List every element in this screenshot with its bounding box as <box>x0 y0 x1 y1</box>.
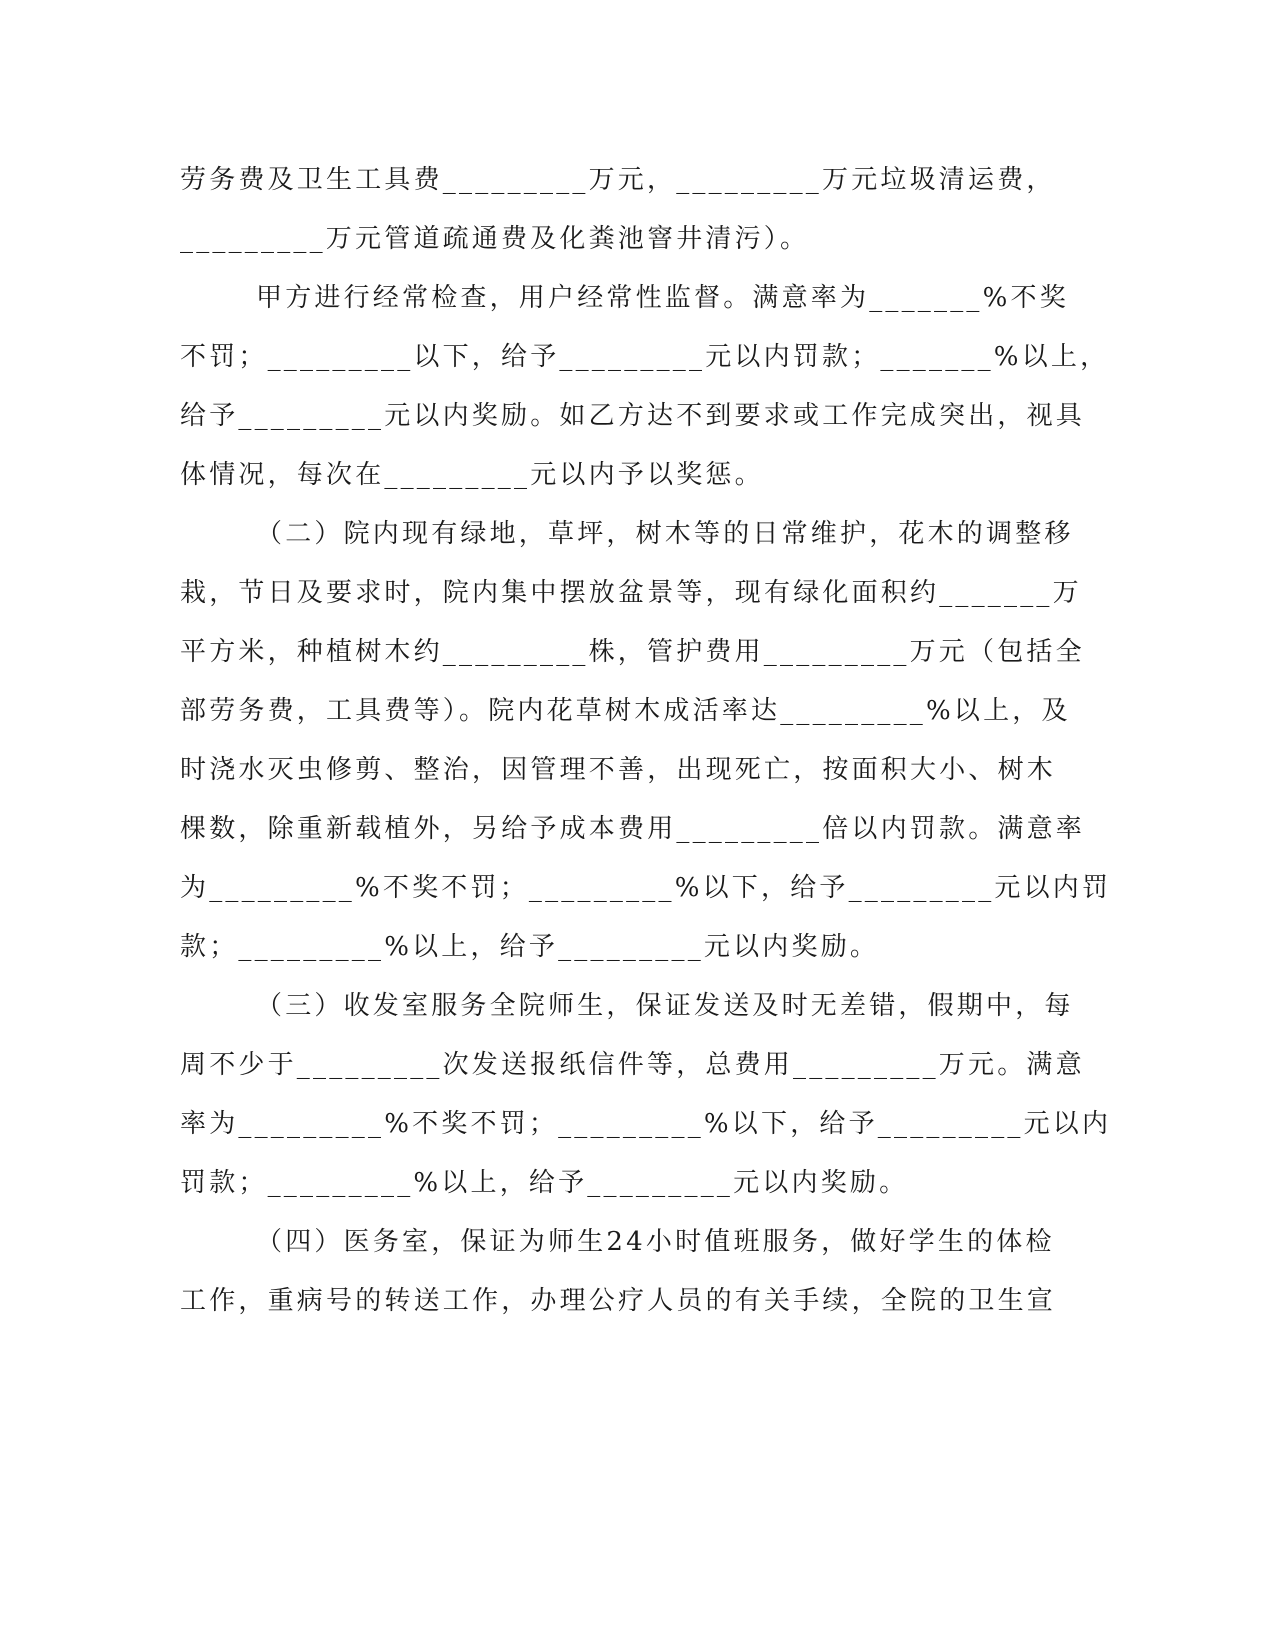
text-line: 平方米，种植树木约_________株，管护费用_________万元（包括全 <box>180 637 1085 667</box>
paragraph-start-line: （三）收发室服务全院师生，保证发送及时无差错，假期中，每 <box>256 991 1074 1021</box>
text-line: _________万元管道疏通费及化粪池窨井清污）。 <box>180 224 810 254</box>
paragraph-start-line: （二）院内现有绿地，草坪，树木等的日常维护，花木的调整移 <box>256 519 1074 549</box>
text-line: 罚款；_________%以上，给予_________元以内奖励。 <box>180 1168 909 1198</box>
text-line: 部劳务费，工具费等）。院内花草树木成活率达_________%以上，及 <box>180 696 1071 726</box>
text-line: 体情况，每次在_________元以内予以奖惩。 <box>180 460 764 490</box>
text-line: 率为_________%不奖不罚；_________%以下，给予_________元以内 <box>180 1109 1112 1139</box>
text-line: 不罚；_________以下，给予_________元以内罚款；_______%以上， <box>180 342 1110 372</box>
text-line: 周不少于_________次发送报纸信件等，总费用_________万元。满意 <box>180 1050 1085 1080</box>
paragraph-start-line: 甲方进行经常检查，用户经常性监督。满意率为_______%不奖 <box>256 283 1069 313</box>
text-line: 为_________%不奖不罚；_________%以下，给予_________元以内罚 <box>180 873 1112 903</box>
text-line: 栽，节日及要求时，院内集中摆放盆景等，现有绿化面积约_______万 <box>180 578 1082 608</box>
text-line: 工作，重病号的转送工作，办理公疗人员的有关手续，全院的卫生宣 <box>180 1286 1057 1316</box>
text-line: 款；_________%以上，给予_________元以内奖励。 <box>180 932 880 962</box>
text-line: 棵数，除重新载植外，另给予成本费用_________倍以内罚款。满意率 <box>180 814 1086 844</box>
paragraph-start-line: （四）医务室，保证为师生24小时值班服务，做好学生的体检 <box>256 1227 1055 1257</box>
text-line: 时浇水灭虫修剪、整治，因管理不善，出现死亡，按面积大小、树木 <box>180 755 1057 785</box>
text-line: 劳务费及卫生工具费_________万元，_________万元垃圾清运费， <box>180 165 1056 195</box>
text-line: 给予_________元以内奖励。如乙方达不到要求或工作完成突出，视具 <box>180 401 1086 431</box>
